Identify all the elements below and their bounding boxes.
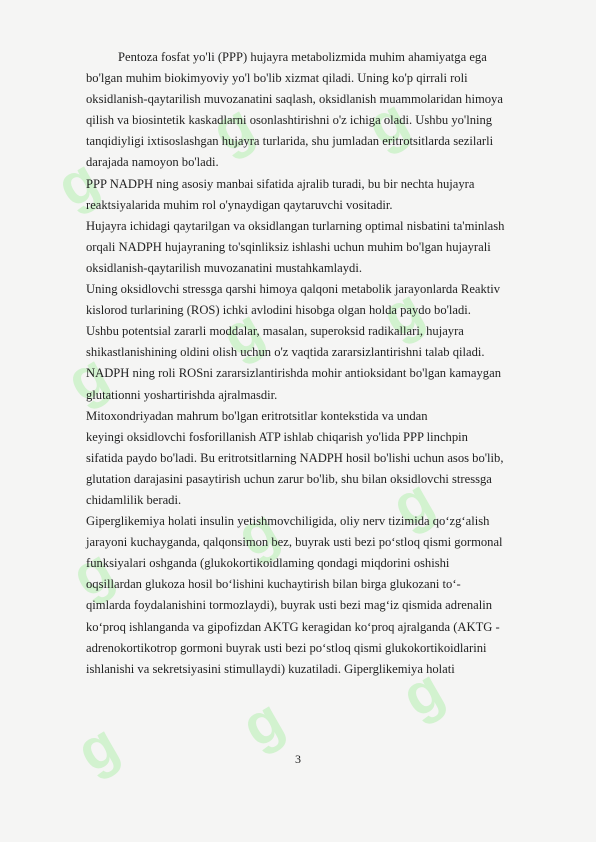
watermark-mark: g	[390, 656, 453, 731]
watermark-mark: g	[65, 711, 128, 786]
text-line: oksidlanish-qaytarilish muvozanatini mustahkamlaydi.	[86, 260, 362, 275]
page-number: 3	[295, 752, 301, 766]
paragraph-redox-balance	[86, 216, 560, 279]
watermark-mark: g	[225, 496, 288, 571]
watermark-mark: g	[45, 146, 108, 221]
text-line: ko‘proq ishlanganda va gipofizdan AKTG keragidan ko‘proq ajralganda (AKTG -	[86, 619, 500, 634]
text-line: oqsillardan glukoza hosil bo‘lishini kuchaytirish bilan birga glukozani to‘-	[86, 577, 461, 592]
text-line: funksiyalari oshganda (glukokortikoidlaming qondagi miqdorini oshishi	[86, 556, 450, 571]
text-line: sifatida paydo bo'ladi. Bu eritrotsitlarning NADPH hosil bo'lishi uchun asos bo'lib,	[86, 450, 504, 465]
text-line: glutationni yoshartirishda ajralmasdir.	[86, 387, 278, 402]
paragraph-nadph-source	[86, 174, 560, 216]
text-line: reaktsiyalarida muhim rol o'ynaydigan qaytaruvchi vositadir.	[86, 197, 393, 212]
text-line: oksidlanish-qaytarilish muvozanatini saqlash, oksidlanish muammolaridan himoya	[86, 92, 503, 107]
text-line: bo'lgan muhim biokimyoviy yo'l bo'lib xizmat qiladi. Uning ko'p qirrali roli	[86, 71, 468, 86]
paragraph-erythrocytes	[86, 406, 560, 511]
text-line: qimlarda foydalanishini tormozlaydi), buyrak usti bezi mag‘iz qismida adrenalin	[86, 598, 493, 613]
watermark-mark: g	[55, 341, 118, 416]
text-line: ishlanishi va sekretsiyasini stimullaydi) kuzatiladi. Giperglikemiya holati	[86, 661, 455, 676]
text-line: Mitoxondriyadan mahrum bo'lgan eritrotsitlar kontekstida va undan	[86, 408, 428, 423]
text-line: glutation darajasini pasaytirish uchun zarur bo'lib, shu bilan oksidlovchi stressga	[86, 471, 492, 486]
text-line: NADPH ning roli ROSni zararsizlantirishda mohir antioksidant bo'lgan kamaygan	[86, 366, 501, 381]
watermark-mark: g	[210, 296, 273, 371]
text-line: shikastlanishining oldini olish uchun o'z vaqtida zararsizlantirishni talab qiladi.	[86, 345, 485, 360]
paragraph-ppp-intro	[86, 47, 560, 174]
text-line: Ushbu potentsial zararli moddalar, masalan, superoksid radikallari, hujayra	[86, 324, 464, 339]
text-line: orqali NADPH hujayraning to'sqinliksiz ishlashi uchun muhim bo'lgan hujayrali	[86, 239, 491, 254]
text-line: keyingi oksidlovchi fosforillanish ATP ishlab chiqarish yo'lida PPP linchpin	[86, 429, 468, 444]
paragraph-oxidative-stress	[86, 279, 560, 406]
paragraph-hyperglycemia	[86, 511, 560, 680]
text-line: chidamlilik beradi.	[86, 492, 182, 507]
watermark-mark: g	[60, 536, 123, 611]
watermark-mark: g	[380, 466, 443, 541]
text-line: Pentoza fosfat yo'li (PPP) hujayra metabolizmida muhim ahamiyatga ega	[118, 50, 487, 64]
watermark-mark: g	[370, 276, 433, 351]
text-line: jarayoni kuchayganda, qalqonsimon bez, buyrak usti bezi po‘stloq qismi gormonal	[86, 535, 503, 550]
watermark-mark: g	[200, 91, 263, 166]
watermark-mark: g	[230, 686, 293, 761]
text-line: darajada namoyon bo'ladi.	[86, 155, 219, 170]
text-line: Giperglikemiya holati insulin yetishmovchiligida, oliy nerv tizimida qo‘zg‘alish	[86, 514, 490, 529]
text-line: kislorod turlarining (ROS) ichki avlodini hisobga olgan holda paydo bo'ladi.	[86, 303, 471, 318]
text-line: PPP NADPH ning asosiy manbai sifatida ajralib turadi, bu bir nechta hujayra	[86, 176, 475, 191]
text-line: adrenokortikotrop gormoni buyrak usti bezi po‘stloq qismi glukokortikoidlarini	[86, 640, 487, 655]
text-line: qilish va biosintetik kaskadlarni osonlashtirishni o'z ichiga oladi. Ushbu yo'lning	[86, 113, 493, 128]
text-line: Hujayra ichidagi qaytarilgan va oksidlangan turlarning optimal nisbatini ta'minlash	[86, 218, 505, 233]
body-text	[86, 47, 560, 680]
watermark-mark: g	[355, 86, 418, 161]
text-line: tanqidiyligi ixtisoslashgan hujayra turlarida, shu jumladan eritrotsitlarda sezilarli	[86, 134, 494, 149]
text-line: Uning oksidlovchi stressga qarshi himoya qalqoni metabolik jarayonlarda Reaktiv	[86, 282, 501, 297]
